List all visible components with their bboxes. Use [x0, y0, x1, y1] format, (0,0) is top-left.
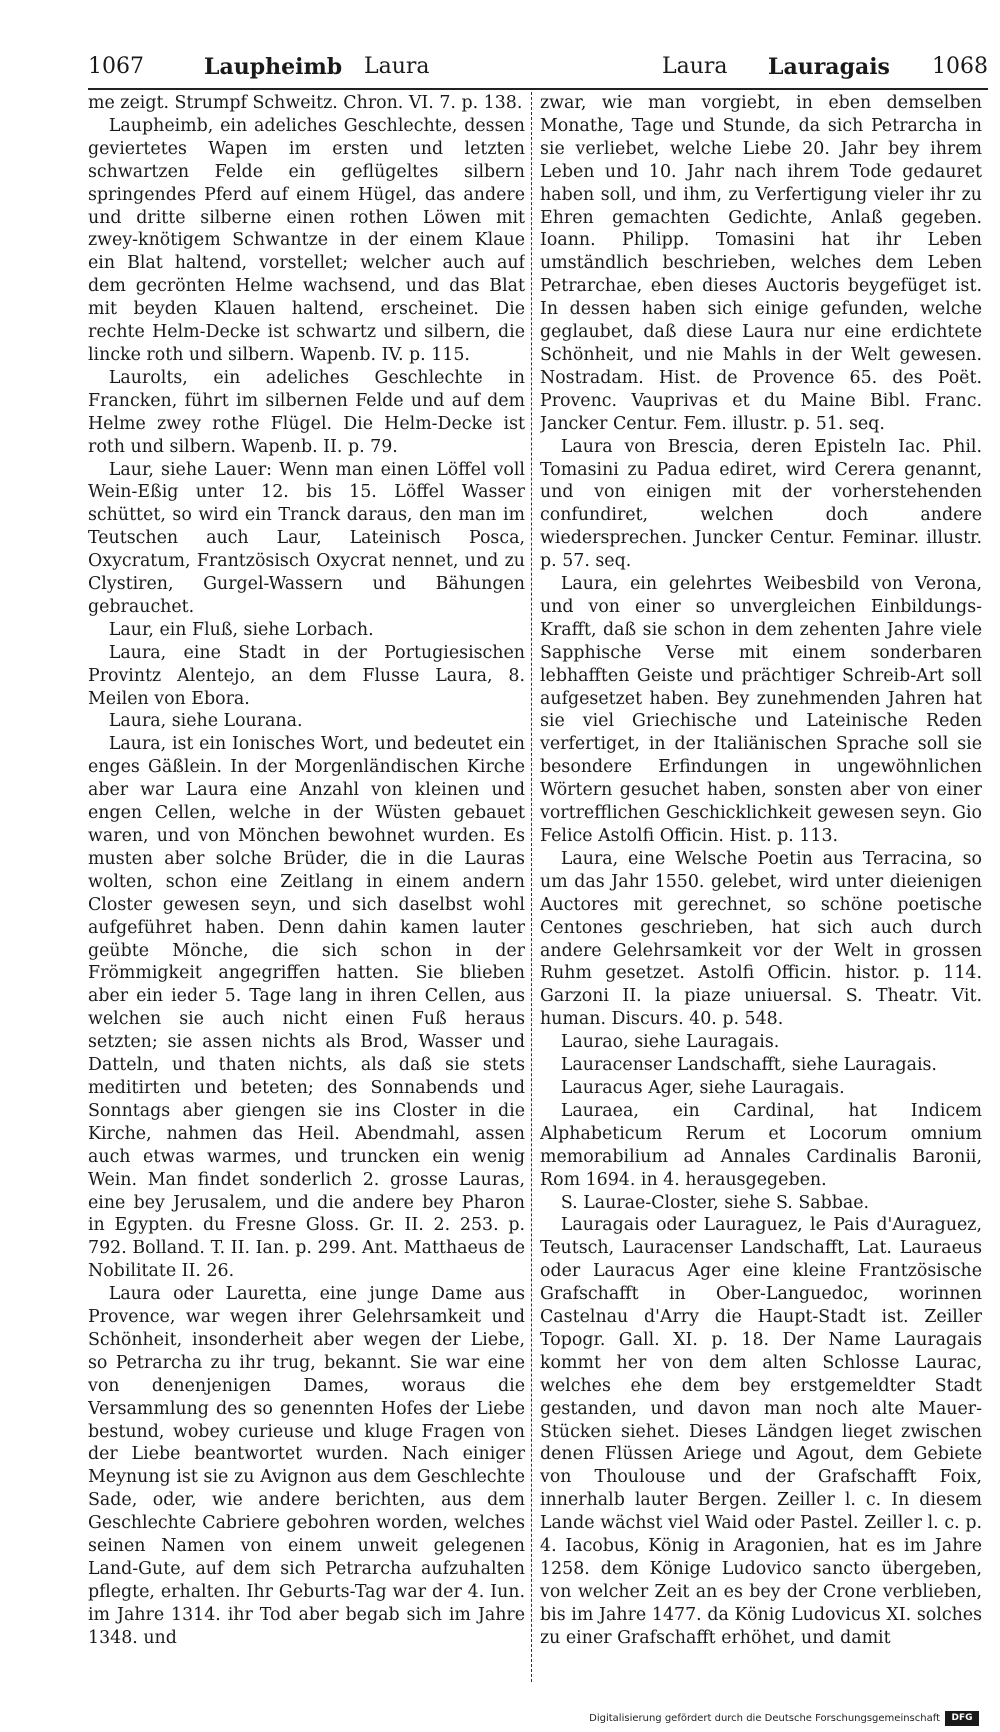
entry-paragraph: Laurao, siehe Lauragais. — [560, 1032, 780, 1053]
digitization-credit: Digitalisierung gefördert durch die Deutsche Forschungsgemeinschaft — [589, 1713, 940, 1724]
entry-paragraph: Laupheimb, ein adeliches Geschlechte, dessen geviertetes Wapen im ersten und letzten schwartzen Felde ein geflügeltes silbern springendes Pferd auf einem Hügel, das andere und dritte silberne einen rothen Löwen mit zwey-knötigem Schwantze in der einem Klaue ein Blat haltend, vorstellet; welcher auch auf dem gecrönten Helme wachsend, und das Blat mit beyden Klauen haltend, erscheinet. Die rechte Helm-Decke ist schwartz und silbern, die lincke roth und silbern. Wapenb. IV. p. 115. — [88, 115, 525, 365]
entry-paragraph: Lauragais oder Lauraguez, le Pais d'Auraguez, Teutsch, Lauracenser Landschafft, Lat. Lauraeus oder Lauracus Ager eine kleine Frantzösische Grafschafft in Ober-Languedoc, worinnen Castelnau d'Arry die Haupt-Stadt ist. Zeiller Topogr. Gall. XI. p. 18. Der Name Lauragais kommt her von dem alten Schlosse Laurac, welches ehe dem bey erstgemeldter Stadt gestanden, und davon man noch alte Mauer-Stücken siehet. Dieses Ländgen lieget zwischen denen Flüssen Ariege und Agout, dem Gebiete von Thoulouse und der Grafschafft Foix, innerhalb lauter Bergen. Zeiller l. c. In diesem Lande wächst viel Waid oder Pastel. Zeiller l. c. p. 4. Iacobus, König in Aragonien, hat es im Jahre 1258. dem Könige Ludovico sancto übergeben, von welcher Zeit an es bey der Crone verblieben, bis im Jahre 1477. da König Ludovicus XI. solches zu einer Grafschafft erhöhet, und damit — [540, 1215, 982, 1648]
page-number-left: 1067 — [88, 54, 144, 79]
entry-paragraph: Laur, ein Fluß, siehe Lorbach. — [108, 619, 374, 640]
page-number-right: 1068 — [932, 54, 988, 79]
right-column — [540, 92, 982, 1682]
entry-paragraph: Laura, eine Stadt in der Portugiesischen Provintz Alentejo, an dem Flusse Laura, 8. Meilen von Ebora. — [88, 642, 525, 709]
running-title-right: Laura — [662, 54, 728, 79]
entry-paragraph: Lauracus Ager, siehe Lauragais. — [560, 1077, 845, 1098]
entry-paragraph: Laura, ist ein Ionisches Wort, und bedeutet ein enges Gäßlein. In der Morgenländischen Kirche aber war Laura eine Anzahl von kleinen und engen Cellen, welche in der Wüsten gebauet waren, und von Mönchen bewohnet wurden. Es musten aber solche Brüder, die in die Lauras wolten, schon eine Zeitlang in einem andern Closter gewesen seyn, und sich daselbst wohl aufgeführet haben. Denn dahin kamen lauter geübte Mönche, die sich schon in der Frömmigkeit angegriffen hatten. Sie blieben aber ein ieder 5. Tage lang in ihren Cellen, aus welchen sie auch nicht einen Fuß heraus setzten; sie assen nichts als Brod, Wasser und Datteln, und thaten nichts, als daß sie stets meditirten und beteten; des Sonnabends und Sonntags aber giengen sie ins Closter in die Kirche, nahmen das Heil. Abendmahl, assen auch etwas warmes, und truncken ein wenig Wein. Man findet sonderlich 2. grosse Lauras, eine bey Jerusalem, und die andere bey Pharon in Egypten. du Fresne Gloss. Gr. II. 2. 253. p. 792. Bolland. T. II. Ian. p. 299. Ant. Matthaeus de Nobilitate II. 26. — [88, 734, 525, 1282]
entry-paragraph: me zeigt. Strumpf Schweitz. Chron. VI. 7. p. 138. — [88, 93, 523, 113]
entry-paragraph: Lauraea, ein Cardinal, hat Indicem Alphabeticum Rerum et Locorum omnium memorabilium ad Annales Cardinalis Baronii, Rom 1694. in 4. herausgegeben. — [540, 1100, 982, 1190]
dfg-logo: DFG — [945, 1711, 979, 1726]
entry-paragraph: Laurolts, ein adeliches Geschlechte in Francken, führt im silbernen Felde und auf dem Helme zwey rothe Flügel. Die Helm-Decke ist roth und silbern. Wapenb. II. p. 79. — [88, 367, 525, 457]
entry-paragraph: Lauracenser Landschafft, siehe Lauragais. — [560, 1055, 937, 1076]
left-column — [88, 92, 525, 1682]
catchword-left: Laupheimb — [204, 54, 343, 80]
catchword-right: Lauragais — [768, 54, 890, 80]
page-header — [88, 48, 988, 90]
entry-paragraph: Laura, eine Welsche Poetin aus Terracina, so um das Jahr 1550. gelebet, wird unter dieienigen Auctores mit gerechnet, so schöne poetische Centones geschrieben, hat sich auch durch andere Gelehrsamkeit vor der Welt in grossen Ruhm gesetzet. Astolfi Officin. histor. p. 114. Garzoni II. la piaze uniuersal. S. Theatr. Vit. human. Discurs. 40. p. 548. — [540, 848, 982, 1030]
entry-paragraph: Laur, siehe Lauer: Wenn man einen Löffel voll Wein-Eßig unter 12. bis 15. Löffel Wasser schüttet, so wird ein Tranck daraus, den man im Teutschen auch Laur, Lateinisch Posca, Oxycratum, Frantzösisch Oxycrat nennet, und zu Clystiren, Gurgel-Wassern und Bähungen gebrauchet. — [88, 459, 525, 617]
entry-paragraph: Laura, ein gelehrtes Weibesbild von Verona, und von einer so unvergleichen Einbildungs-Krafft, daß sie schon in dem zehenten Jahre viele Sapphische Verse mit einem sonderbaren lebhafften Geiste und prächtiger Schreib-Art soll aufgesetzet haben. Bey zunehmenden Jahren hat sie viel Griechische und Lateinische Reden verfertiget, in der Italiänischen Sprache soll sie besondere Erfindungen in ungewöhnlichen Wörtern gesuchet haben, sonsten aber von einer vortrefflichen Geschicklichkeit gewesen seyn. Gio Felice Astolfi Officin. Hist. p. 113. — [540, 574, 982, 846]
entry-paragraph: S. Laurae-Closter, siehe S. Sabbae. — [560, 1192, 870, 1213]
column-divider — [531, 92, 532, 1682]
running-title-left: Laura — [364, 54, 430, 79]
entry-paragraph: Laura, siehe Lourana. — [108, 711, 303, 732]
entry-paragraph: zwar, wie man vorgiebt, in eben demselben Monathe, Tage und Stunde, da sich Petrarcha in sie verliebet, welche Liebe 20. Jahr bey ihrem Leben und 10. Jahr nach ihrem Tode gedauret haben soll, und ihm, zu Verfertigung vieler ihr zu Ehren gemachten Gedichte, Anlaß gegeben. Ioann. Philipp. Tomasini hat ihr Leben umständlich beschrieben, welches dem Leben Petrarchae, eben dieses Auctoris beygefüget ist. In dessen haben sich einige gefunden, welche geglaubet, daß diese Laura nur eine erdichtete Schönheit, und nie Mahls in der Welt gewesen. Nostradam. Hist. de Provence 65. des Poët. Provenc. Vauprivas et du Maine Bibl. Franc. Jancker Centur. Fem. illustr. p. 51. seq. — [540, 93, 982, 434]
entry-paragraph: Laura oder Lauretta, eine junge Dame aus Provence, war wegen ihrer Gelehrsamkeit und Schönheit, insonderheit aber wegen der Liebe, so Petrarcha zu ihr trug, bekannt. Sie war eine von denenjenigen Dames, woraus die Versammlung des so genennten Hofes der Liebe bestund, wobey curieuse und kluge Fragen von der Liebe beantwortet wurden. Nach einiger Meynung ist sie zu Avignon aus dem Geschlechte Sade, oder, wie andere berichten, aus dem Geschlechte Cabriere gebohren worden, welches seinen Namen von einem unweit gelegenen Land-Gute, auf dem sich Petrarcha aufzuhalten pflegte, erhalten. Ihr Geburts-Tag war der 4. Iun. im Jahre 1314. ihr Tod aber begab sich im Jahre 1348. und — [88, 1284, 525, 1648]
entry-paragraph: Laura von Brescia, deren Episteln Iac. Phil. Tomasini zu Padua ediret, wird Cerera genannt, und von einigen mit der vorherstehenden confundiret, welchen doch andere wiedersprechen. Juncker Centur. Feminar. illustr. p. 57. seq. — [540, 436, 982, 572]
